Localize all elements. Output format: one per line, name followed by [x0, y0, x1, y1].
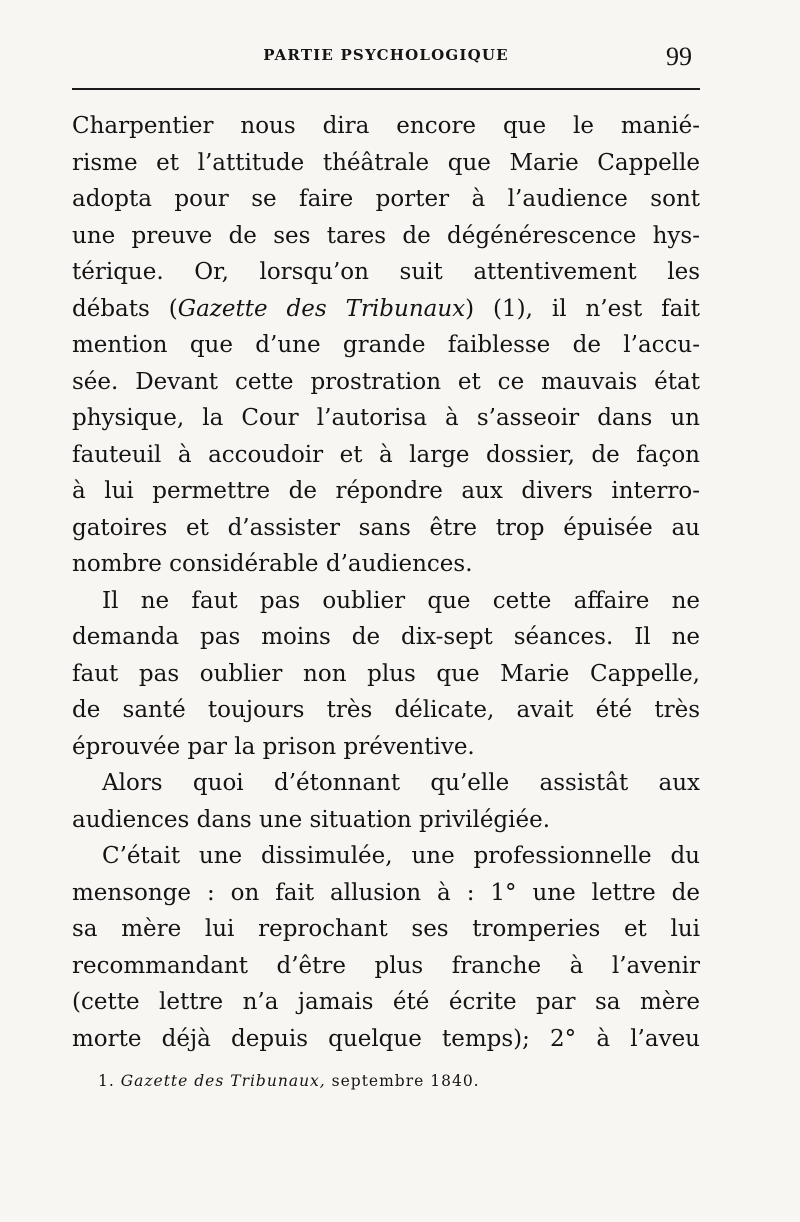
text-line: Alors quoi d’étonnant qu’elle assistât aux	[102, 770, 700, 796]
journal-title: Gazette des Tribunaux	[177, 295, 466, 322]
text-line: gatoires et d’assister sans être trop épuisée au	[72, 514, 700, 541]
running-head-title: PARTIE PSYCHOLOGIQUE	[263, 46, 509, 64]
text-line: risme et l’attitude théâtrale que Marie Cappelle	[72, 149, 700, 176]
text-line: adopta pour se faire porter à l’audience sont	[72, 186, 700, 212]
text-line: mention que d’une grande faiblesse de l’accu-	[72, 332, 700, 358]
text-line: sée. Devant cette prostration et ce mauvais état	[72, 368, 700, 395]
running-head	[72, 44, 700, 74]
text-line: à lui permettre de répondre aux divers interro-	[72, 478, 700, 504]
text-line: demanda pas moins de dix-sept séances. Il ne	[72, 624, 700, 650]
text-line: physique, la Cour l’autorisa à s’asseoir dans un	[72, 405, 700, 431]
text-line: Charpentier nous dira encore que le manié-	[72, 113, 700, 139]
text-line: mensonge : on fait allusion à : 1° une lettre de	[72, 879, 700, 906]
text-line: débats (Gazette des Tribunaux) (1), il n’est fait	[72, 295, 700, 322]
footnote-number: 1.	[98, 1072, 115, 1090]
text-line: sa mère lui reprochant ses tromperies et lui	[72, 916, 700, 942]
text-line: Il ne faut pas oublier que cette affaire ne	[102, 587, 700, 614]
header-rule	[72, 88, 700, 90]
footnote-source-title: Gazette des Tribunaux,	[120, 1072, 326, 1090]
text-line: fauteuil à accoudoir et à large dossier, de façon	[72, 441, 700, 468]
text-line: une preuve de ses tares de dégénérescence hys-	[72, 222, 700, 249]
text-line: de santé toujours très délicate, avait été très	[72, 697, 700, 723]
text-line: faut pas oublier non plus que Marie Cappelle,	[72, 660, 700, 687]
footnote	[98, 1072, 480, 1090]
body-text	[72, 108, 700, 1057]
text-line: audiences dans une situation privilégiée.	[72, 806, 551, 833]
text-line: recommandant d’être plus franche à l’avenir	[72, 952, 700, 979]
text-line: morte déjà depuis quelque temps); 2° à l’aveu	[72, 1025, 700, 1052]
page-number: 99	[666, 42, 692, 71]
text-line: éprouvée par la prison préventive.	[72, 733, 475, 760]
footnote-date: septembre 1840.	[331, 1072, 480, 1090]
text-line: (cette lettre n’a jamais été écrite par sa mère	[72, 989, 700, 1015]
text-line: C’était une dissimulée, une professionnelle du	[102, 843, 700, 869]
text-line: nombre considérable d’audiences.	[72, 551, 473, 577]
text-line: térique. Or, lorsqu’on suit attentivement les	[72, 259, 700, 285]
